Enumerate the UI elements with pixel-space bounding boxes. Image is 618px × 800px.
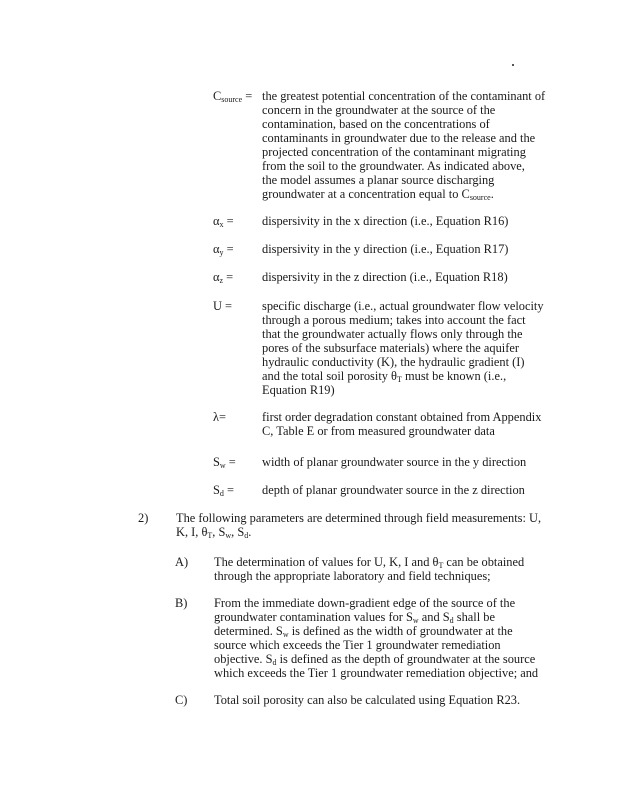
symbol-alpha-y: $\alpha_y$ =: [213, 242, 234, 257]
definition-line: the model assumes a planar source discharging: [262, 173, 495, 187]
definition-line: hydraulic conductivity (K), the hydraulic gradient (I): [262, 355, 525, 369]
symbol-c-source: $C_{source}$ =: [213, 89, 253, 104]
symbol-alpha-x: $\alpha_x$ =: [213, 214, 234, 229]
definition-alpha-x: dispersivity in the x direction (i.e., Equation R16): [262, 214, 509, 228]
paragraph-line: The following parameters are determined through field measurements: U,: [176, 511, 542, 525]
definition-line: groundwater at a concentration equal to $C_{source}$.: [262, 187, 494, 202]
paragraph-line: which exceeds the Tier 1 groundwater remediation objective; and: [214, 666, 539, 680]
definition-line: projected concentration of the contaminant migrating: [262, 145, 526, 159]
scan-speck: [512, 64, 514, 66]
symbol-alpha-z: $\alpha_z$ =: [213, 270, 234, 285]
subitem-b-text: [214, 596, 544, 680]
definition-line: contaminants in groundwater due to the release and the: [262, 131, 536, 145]
paragraph-line: groundwater contamination values for $S_w$ and $S_d$ shall be: [214, 610, 495, 625]
definition-line: and the total soil porosity $\theta_T$ must be known (i.e.,: [262, 369, 507, 384]
definition-line: C, Table E or from measured groundwater data: [262, 424, 495, 438]
item-number: 2): [138, 511, 149, 525]
subitem-label-a: A): [175, 555, 189, 569]
paragraph-line: source which exceeds the Tier 1 groundwater remediation: [214, 638, 501, 652]
definition-line: through a porous medium; takes into account the fact: [262, 313, 526, 327]
definition-line: Equation R19): [262, 383, 335, 397]
definition-line: that the groundwater actually flows only through the: [262, 327, 523, 341]
item-2-text: [176, 511, 556, 539]
symbol-s-w: $S_w$ =: [213, 455, 236, 470]
symbol-s-d: $S_d$ =: [213, 483, 234, 498]
definition-s-w: width of planar groundwater source in the y direction: [262, 455, 527, 469]
definition-line: the greatest potential concentration of the contaminant of: [262, 89, 546, 103]
paragraph-line: through the appropriate laboratory and field techniques;: [214, 569, 491, 583]
subitem-c-text: Total soil porosity can also be calculated using Equation R23.: [214, 693, 521, 707]
definition-line: specific discharge (i.e., actual groundwater flow velocity: [262, 299, 544, 313]
definition-s-d: depth of planar groundwater source in the z direction: [262, 483, 525, 497]
definition-line: first order degradation constant obtained from Appendix: [262, 410, 542, 424]
paragraph-line: objective. $S_d$ is defined as the depth of groundwater at the source: [214, 652, 536, 667]
paragraph-line: The determination of values for U, K, I and $\theta_T$ can be obtained: [214, 555, 525, 570]
paragraph-line: determined. $S_w$ is defined as the width of groundwater at the: [214, 624, 513, 639]
definition-line: contamination, based on the concentrations of: [262, 117, 490, 131]
paragraph-line: From the immediate down-gradient edge of the source of the: [214, 596, 516, 610]
symbol-lambda: λ=: [213, 410, 227, 424]
paragraph-line: K, I, $\theta_T$, $S_w$, $S_d$.: [176, 525, 252, 540]
definition-alpha-z: dispersivity in the z direction (i.e., Equation R18): [262, 270, 508, 284]
definition-lambda: [262, 410, 552, 438]
symbol-u: U =: [213, 299, 233, 313]
definition-line: pores of the subsurface materials) where the aquifer: [262, 341, 519, 355]
subitem-label-c: C): [175, 693, 188, 707]
subitem-label-b: B): [175, 596, 188, 610]
subitem-a-text: [214, 555, 544, 583]
definition-line: concern in the groundwater at the source of the: [262, 103, 496, 117]
definition-alpha-y: dispersivity in the y direction (i.e., Equation R17): [262, 242, 509, 256]
definition-u: [262, 299, 552, 397]
definition-c-source: [262, 89, 552, 201]
definition-line: from the soil to the groundwater. As indicated above,: [262, 159, 525, 173]
